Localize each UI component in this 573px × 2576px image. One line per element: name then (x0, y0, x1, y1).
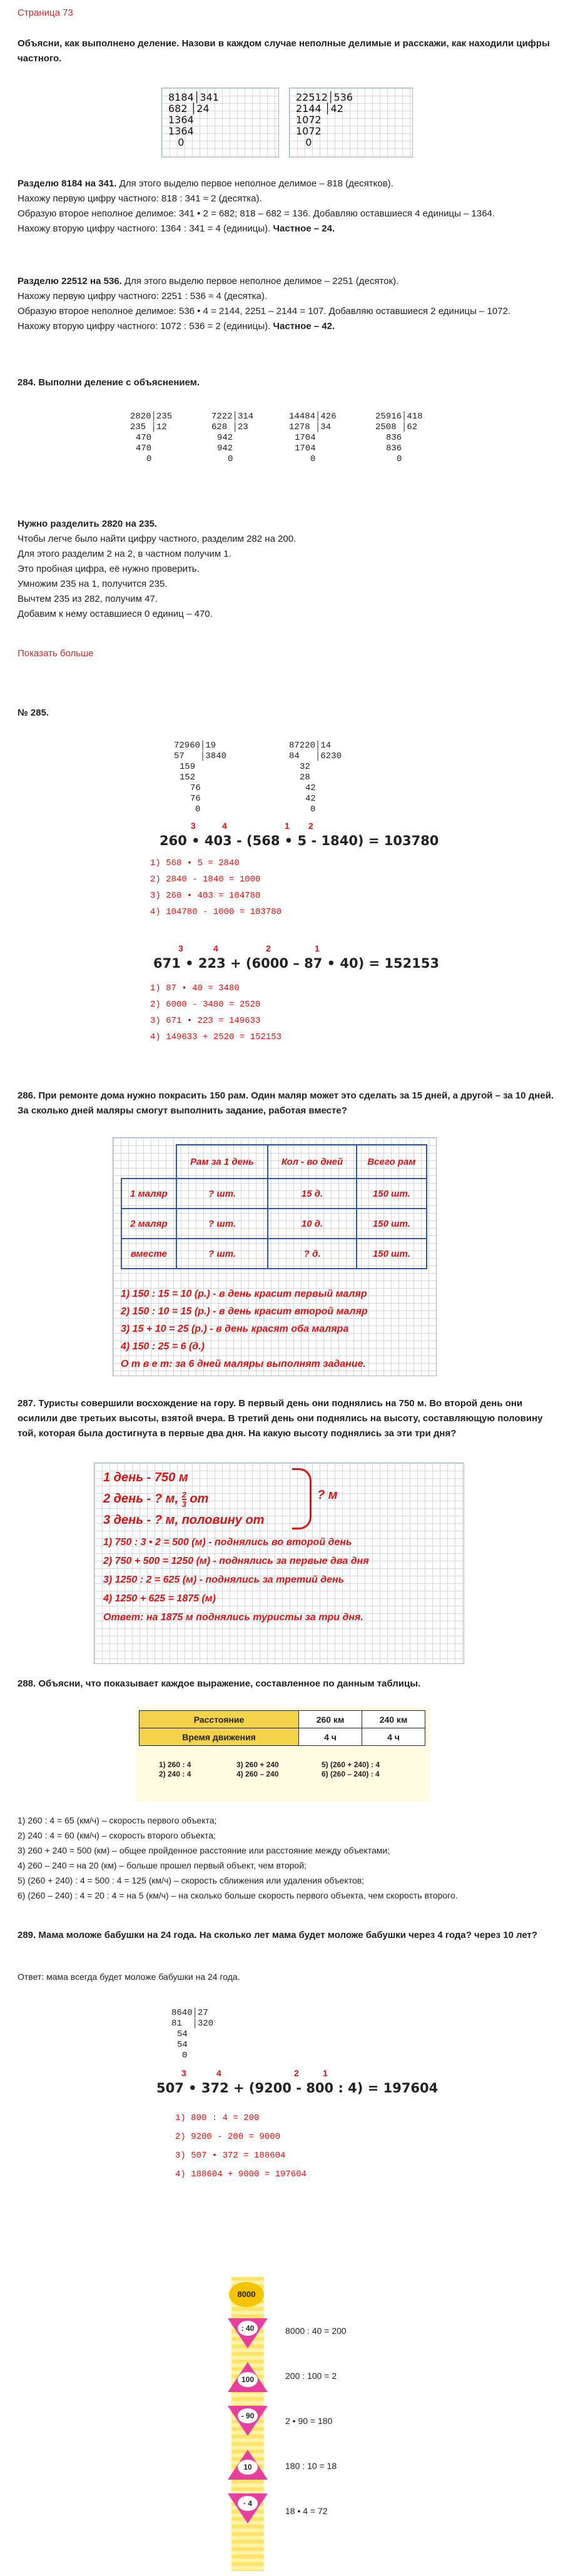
table-header: Кол - во дней (268, 1145, 357, 1179)
expression-3-steps (175, 2112, 307, 2181)
solution-8184: Разделю 8184 на 341. Для этого выделю первое неполное делимое – 818 (десятков). Нахожу первую цифру частного: 818 : 341 ≈ 2 (десятка). Образую второе неполное делимое: 341 • 2 = 682; 818 – 682 = 136. Добавляю оставшиеся 4 единицы – 1364. Нахожу вторую цифру частного: 1364 : 341 = 4 (единицы). Частное – 24. (18, 178, 495, 234)
order-number: 4 (216, 2068, 221, 2078)
table-cell: вместе (121, 1239, 176, 1269)
div-row: 1072 (296, 114, 322, 126)
div-row: 942 (217, 444, 233, 454)
order-number: 4 (213, 943, 218, 953)
div-row: 0 (182, 2051, 188, 2061)
div-row: 470 (136, 433, 152, 443)
div-row: 25916│418 (375, 412, 423, 422)
show-more-link[interactable]: Показать больше (18, 648, 94, 659)
expression-3: 507 • 372 + (9200 - 800 : 4) = 197604 (156, 2081, 439, 2096)
table-cell: ? шт. (176, 1209, 268, 1239)
table-cell: 240 км (362, 1711, 425, 1728)
step-1: 1) 800 : 4 = 200 (175, 2113, 260, 2123)
task-284-explanation: Нужно разделить 2820 на 235. Чтобы легче было найти цифру частного, разделим 282 на 200. Для этого разделим 2 на 2, в частном получим 1. Это пробная цифра, её нужно проверить. Умножим 235 на 1, получится 235. Вычтем 235 из 282, получим 47. Добавим к нему оставшиеся 0 единиц – 470. (18, 519, 297, 619)
expr-col-2: 3) 260 + 240 4) 260 – 240 (236, 1760, 279, 1778)
step-3: 3) 507 • 372 = 188604 (175, 2151, 286, 2161)
task-288-title: 288. Объясни, что показывает каждое выражение, составленное по данным таблицы. (18, 1678, 421, 1689)
task-287-image (94, 1463, 464, 1664)
div-row: 32 (300, 762, 310, 772)
div-row: 2144 │42 (296, 103, 343, 114)
table-cell: ? шт. (176, 1239, 268, 1269)
div-row: 14484│426 (289, 412, 337, 422)
task-289-answer: Ответ: мама всегда будет моложе бабушки на 24 года. (18, 1972, 240, 1982)
step-4: 4) 188604 + 9000 = 197604 (175, 2169, 307, 2179)
div-row: 54 (177, 2040, 188, 2050)
order-number: 2 (308, 821, 313, 831)
chain-node: 10 (238, 2460, 258, 2475)
div-row: 42 (305, 783, 316, 793)
div-row: 72960│19 (174, 741, 216, 751)
table-cell: 10 д. (268, 1209, 357, 1239)
div-row: 7222│314 (211, 412, 254, 422)
division-image-1 (161, 88, 279, 158)
div-row: 1704 (295, 444, 316, 454)
task-287-scheme: 1 день - 750 м 2 день - ? м, $\frac{2}{3}$ от 3 день - ? м, половину от (103, 1471, 265, 1527)
div-row: 0 (228, 454, 233, 464)
table-cell: 150 шт. (357, 1179, 427, 1209)
expression-3-block (156, 2068, 482, 2096)
div-row: 235 │12 (130, 422, 167, 432)
order-number: 3 (191, 821, 196, 831)
task-288-answers: 1) 260 : 4 = 65 (км/ч) – скорость первого объекта; 2) 240 : 4 = 60 (км/ч) – скорость второго объекта; 3) 260 + 240 = 500 (км) – общее пройденное расстояние или расстояние между объектами; 4) 260 – 240 = на 20 (км) – больше прошел первый объект, чем второй; 5) (260 + 240) : 4 = 500 : 4 = 125 (км/ч) – скорость сближения или удаления объектов; 6) (260 – 240) : 4 = 20 : 4 = на 5 (км/ч) – на сколько больше скорость первого объекта, чем скорость второго. (18, 1815, 458, 1900)
expression-2: 671 • 223 + (6000 – 87 • 40) = 152153 (153, 956, 440, 971)
task-286-table (121, 1144, 427, 1269)
div-row: 0 (146, 454, 152, 464)
div-row: 0 (310, 804, 316, 814)
div-row: 1364 (168, 125, 194, 137)
order-number: 2 (294, 2068, 299, 2078)
order-number: 3 (178, 943, 183, 953)
task-288-image (136, 1708, 430, 1802)
div-row: 76 (190, 783, 201, 793)
order-number: 2 (266, 943, 271, 953)
order-number: 1 (285, 821, 290, 831)
expression-1-steps (150, 857, 281, 918)
expression-1-block (160, 821, 472, 848)
div-row: 8640│27 (171, 2008, 208, 2018)
table-cell: 1 маляр (121, 1179, 176, 1209)
step-1: 1) 87 • 40 = 3480 (150, 983, 240, 993)
expr-col-1: 1) 260 : 4 2) 240 : 4 (159, 1760, 191, 1778)
table-cell: ? шт. (176, 1179, 268, 1209)
chain-equations: 8000 : 40 = 200 200 : 100 = 2 2 • 90 = 180 180 : 10 = 18 18 • 4 = 72 (285, 2326, 347, 2516)
brace-icon (292, 1468, 312, 1529)
table-cell: 150 шт. (357, 1239, 427, 1269)
div-row: 836 (386, 444, 402, 454)
step-4: 4) 104780 - 1000 = 103780 (150, 907, 282, 917)
div-row: 1704 (295, 433, 316, 443)
div-row: 22512│536 (296, 91, 353, 103)
step-3: 3) 671 • 223 = 149633 (150, 1016, 261, 1026)
chain-node: 100 (238, 2372, 258, 2387)
chain-node: · 4 (238, 2496, 258, 2511)
div-row: 628 │23 (211, 422, 248, 432)
div-row: 942 (217, 433, 233, 443)
chain-node: 8000 (229, 2282, 264, 2307)
division-72960 (174, 741, 226, 815)
div-row: 2508 │62 (375, 422, 418, 432)
solution-22512: Разделю 22512 на 536. Для этого выделю первое неполное делимое – 2251 (десяток). Нахожу первую цифру частного: 2251 : 536 ≈ 4 (десятка). Образую второе неполное делимое: 536 • 4 = 2144, 2251 – 2144 = 107. Добавляю оставшиеся 2 единицы – 1072. Нахожу вторую цифру частного: 1072 : 536 = 2 (единицы). Частное – 42. (18, 276, 511, 332)
order-number: 4 (222, 821, 227, 831)
division-8640 (171, 2008, 213, 2061)
division-image-2 (289, 88, 413, 158)
step-2: 2) 6000 - 3480 = 2520 (150, 1000, 261, 1010)
task-286-solution: 1) 150 : 15 = 10 (р.) - в день красит первый маляр 2) 150 : 10 = 15 (р.) - в день красит второй маляр 3) 15 + 10 = 25 (р.) - в день красят оба маляра 4) 150 : 25 = 6 (д.) О т в е т: за 6 дней маляры выполнят задание. (121, 1289, 368, 1369)
div-row: 28 (300, 773, 310, 783)
step-2: 2) 2840 - 1840 = 1000 (150, 875, 261, 885)
chain-picture (223, 2277, 279, 2571)
div-row: 682 │24 (168, 103, 210, 114)
table-cell: Время движения (139, 1728, 299, 1746)
order-number: 3 (181, 2068, 186, 2078)
div-row: 1072 (296, 125, 322, 137)
div-row: 159 (180, 762, 196, 772)
step-2: 2) 9200 - 200 = 9000 (175, 2132, 281, 2142)
order-number: 1 (323, 2068, 328, 2078)
table-header: Рам за 1 день (176, 1145, 268, 1179)
div-row: 1364 (168, 114, 194, 126)
step-3: 3) 260 • 403 = 104780 (150, 891, 261, 901)
div-row: 54 (177, 2029, 188, 2039)
div-row: 0 (397, 454, 402, 464)
table-cell: ? д. (268, 1239, 357, 1269)
task-287-solution: 1) 750 : 3 • 2 = 500 (м) - поднялись во второй день 2) 750 + 500 = 1250 (м) - поднялись за первые два дня 3) 1250 : 2 = 625 (м) - поднялись за третий день 4) 1250 + 625 = 1875 (м) Ответ: на 1875 м поднялись туристы за три дня. (103, 1537, 369, 1623)
table-cell: 2 маляр (121, 1209, 176, 1239)
div-row: 0 (296, 136, 312, 148)
div-row: 1278 │34 (289, 422, 332, 432)
task-285-title: № 285. (18, 707, 49, 718)
div-row: 87220│14 (289, 741, 332, 751)
div-row: 0 (168, 136, 185, 148)
task-284-title: 284. Выполни деление с объяснением. (18, 377, 200, 388)
chain-node: : 40 (238, 2321, 258, 2336)
table-cell: 4 ч (362, 1728, 425, 1746)
div-row: 470 (136, 444, 152, 454)
step-4: 4) 149633 + 2520 = 152153 (150, 1032, 282, 1042)
intro-text: Объясни, как выполнено деление. Назови в каждом случае неполные делимые и расскажи, как находили цифры частного. (18, 38, 550, 64)
div-row: 84 │6230 (289, 751, 342, 761)
task-288-table (139, 1710, 425, 1746)
div-row: 8184│341 (168, 91, 219, 103)
table-header: Всего рам (357, 1145, 427, 1179)
task-289-title: 289. Мама моложе бабушки на 24 года. На сколько лет мама будет моложе бабушки через 4 года? через 10 лет? (18, 1930, 538, 1940)
total-label: ? м (317, 1488, 338, 1502)
task-287-title: 287. Туристы совершили восхождение на гору. В первый день они поднялись на 750 м. Во второй день они осилили две третьих высоты, взятой вчера. В третий день они поднялись на высоту, составляющую половину той, которая была достигнута в первые два дня. На какую высоту поднялись за эти три дня? (18, 1398, 543, 1439)
table-cell: Расстояние (139, 1711, 299, 1728)
div-row: 76 (190, 794, 201, 804)
expression-2-block (153, 943, 479, 971)
expr-col-3: 5) (260 + 240) : 4 6) (260 – 240) : 4 (322, 1760, 380, 1778)
div-row: 81 │320 (171, 2019, 214, 2029)
div-row: 42 (305, 794, 316, 804)
table-cell: 260 км (299, 1711, 362, 1728)
chain-node: - 90 (238, 2408, 258, 2423)
div-row: 0 (195, 804, 201, 814)
div-row: 152 (180, 773, 196, 783)
div-row: 57 │3840 (174, 751, 227, 761)
expression-1: 260 • 403 - (568 • 5 - 1840) = 103780 (160, 833, 439, 848)
table-cell: 150 шт. (357, 1209, 427, 1239)
page-link[interactable]: Страница 73 (18, 8, 73, 18)
expression-2-steps (150, 982, 281, 1043)
division-87220 (289, 741, 342, 815)
div-row: 0 (310, 454, 316, 464)
task-286-title: 286. При ремонте дома нужно покрасить 150 рам. Один маляр может это сделать за 15 дней, а другой – за 10 дней. За сколько дней маляры смогут выполнить задание, работая вместе? (18, 1090, 554, 1116)
table-cell: 15 д. (268, 1179, 357, 1209)
div-row: 2820│235 (130, 412, 173, 422)
task-286-image (113, 1137, 437, 1376)
order-number: 1 (315, 943, 320, 953)
table-cell: 4 ч (299, 1728, 362, 1746)
step-1: 1) 568 • 5 = 2840 (150, 858, 240, 868)
div-row: 836 (386, 433, 402, 443)
